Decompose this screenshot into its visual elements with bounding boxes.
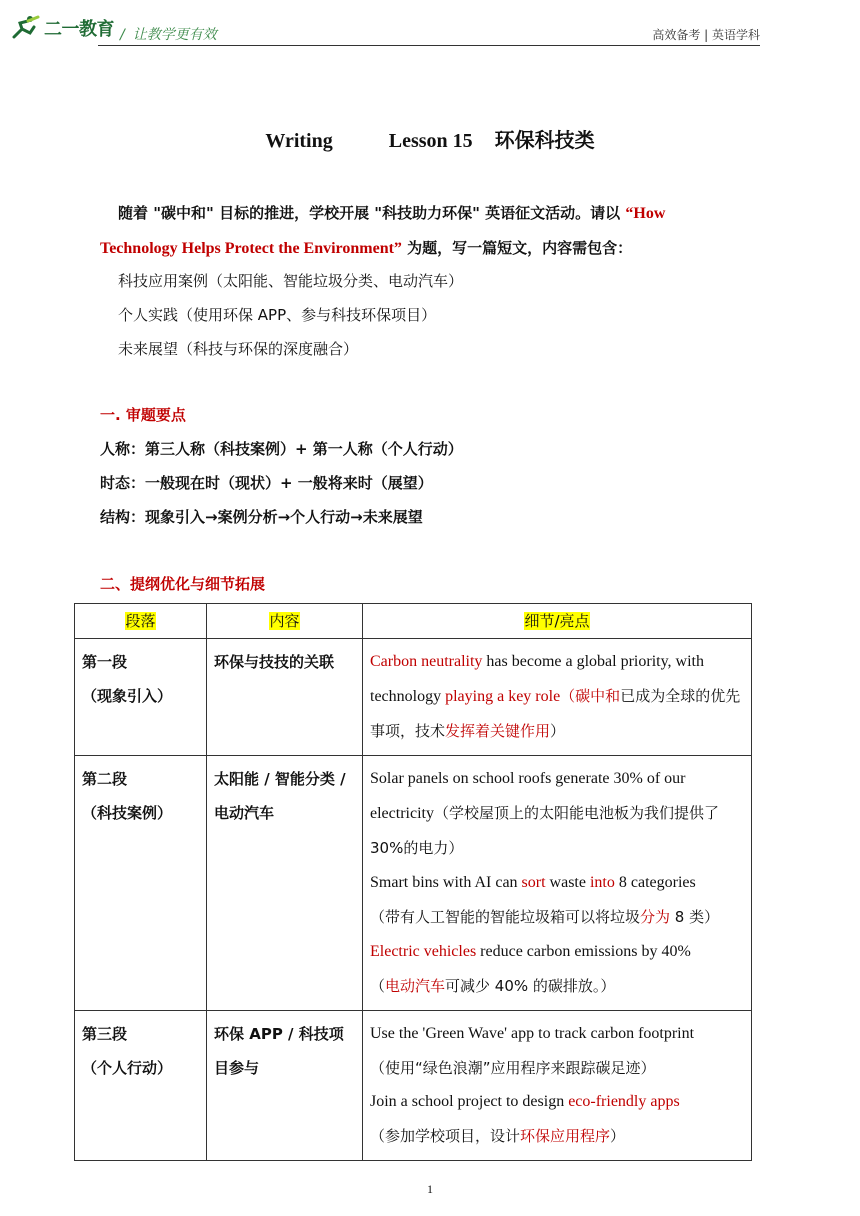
requirement-item: 未来展望（科技与环保的深度融合）	[118, 340, 359, 358]
content-cell: 环保 APP / 科技项目参与	[207, 1011, 363, 1161]
intro-text2: 为题，写一篇短文，内容需包含：	[407, 239, 633, 257]
table-row	[75, 756, 752, 1011]
para-cell: 第一段 （现象引入）	[75, 639, 207, 756]
header-cell: 细节/亮点	[363, 604, 752, 639]
detail-cell: Use the 'Green Wave' app to track carbon footprint （使用“绿色浪潮”应用程序来跟踪碳足迹） Join a school project to design eco-friendly apps （参加学校项目，设计环保应用程序）	[363, 1011, 752, 1161]
page-number: 1	[427, 1182, 433, 1196]
section-title-2: 二、提纲优化与细节拓展	[100, 575, 266, 593]
title-lesson: Lesson 15	[388, 130, 473, 152]
page-header	[0, 0, 860, 50]
detail-cell: Solar panels on school roofs generate 30% of our electricity（学校屋顶上的太阳能电池板为我们提供了 30%的电力） Smart bins with AI can sort waste into 8 categories （带有人工智能的智能垃圾箱可以将垃圾分为 8 类） Electric vehicles reduce carbon emissions by 40% （电动汽车可减少 40% 的碳排放。）	[363, 756, 752, 1011]
intro-topic-a: “How	[625, 205, 666, 222]
header-subject: 高效备考 | 英语学科	[652, 28, 760, 42]
brand-logo	[10, 14, 114, 42]
slogan-slash: /	[120, 27, 125, 43]
table-row	[75, 1011, 752, 1161]
task-intro	[100, 196, 765, 266]
page-title	[0, 124, 860, 153]
runner-icon	[10, 15, 40, 41]
para-cell: 第三段 （个人行动）	[75, 1011, 207, 1161]
title-writing: Writing	[265, 130, 333, 152]
header-cell: 内容	[207, 604, 363, 639]
outline-table	[74, 603, 752, 1161]
key-point: 人称：第三人称（科技案例）+ 第一人称（个人行动）	[100, 440, 463, 458]
section-title-1: 一. 审题要点	[100, 406, 186, 424]
key-point: 时态：一般现在时（现状）+ 一般将来时（展望）	[100, 474, 433, 492]
detail-cell: Carbon neutrality has become a global priority, with technology playing a key role（碳中和已成为全球的优先事项，技术发挥着关键作用）	[363, 639, 752, 756]
header-divider	[98, 45, 760, 46]
header-cell: 段落	[75, 604, 207, 639]
brand-name: 二一教育	[44, 19, 114, 40]
content-cell: 环保与技技的关联	[207, 639, 363, 756]
requirement-item: 个人实践（使用环保 APP、参与科技环保项目）	[118, 306, 437, 324]
intro-text: 随着 "碳中和" 目标的推进，学校开展 "科技助力环保" 英语征文活动。请以	[118, 204, 621, 222]
requirement-item: 科技应用案例（太阳能、智能垃圾分类、电动汽车）	[118, 272, 464, 290]
slogan-text: 让教学更有效	[132, 27, 217, 43]
key-point: 结构：现象引入→案例分析→个人行动→未来展望	[100, 508, 423, 526]
title-topic: 环保科技类	[494, 128, 595, 152]
slogan	[120, 24, 217, 44]
content-cell: 太阳能 / 智能分类 / 电动汽车	[207, 756, 363, 1011]
intro-topic-b: Technology Helps Protect the Environment”	[100, 240, 402, 257]
table-header-row	[75, 604, 752, 639]
para-cell: 第二段 （科技案例）	[75, 756, 207, 1011]
table-row	[75, 639, 752, 756]
